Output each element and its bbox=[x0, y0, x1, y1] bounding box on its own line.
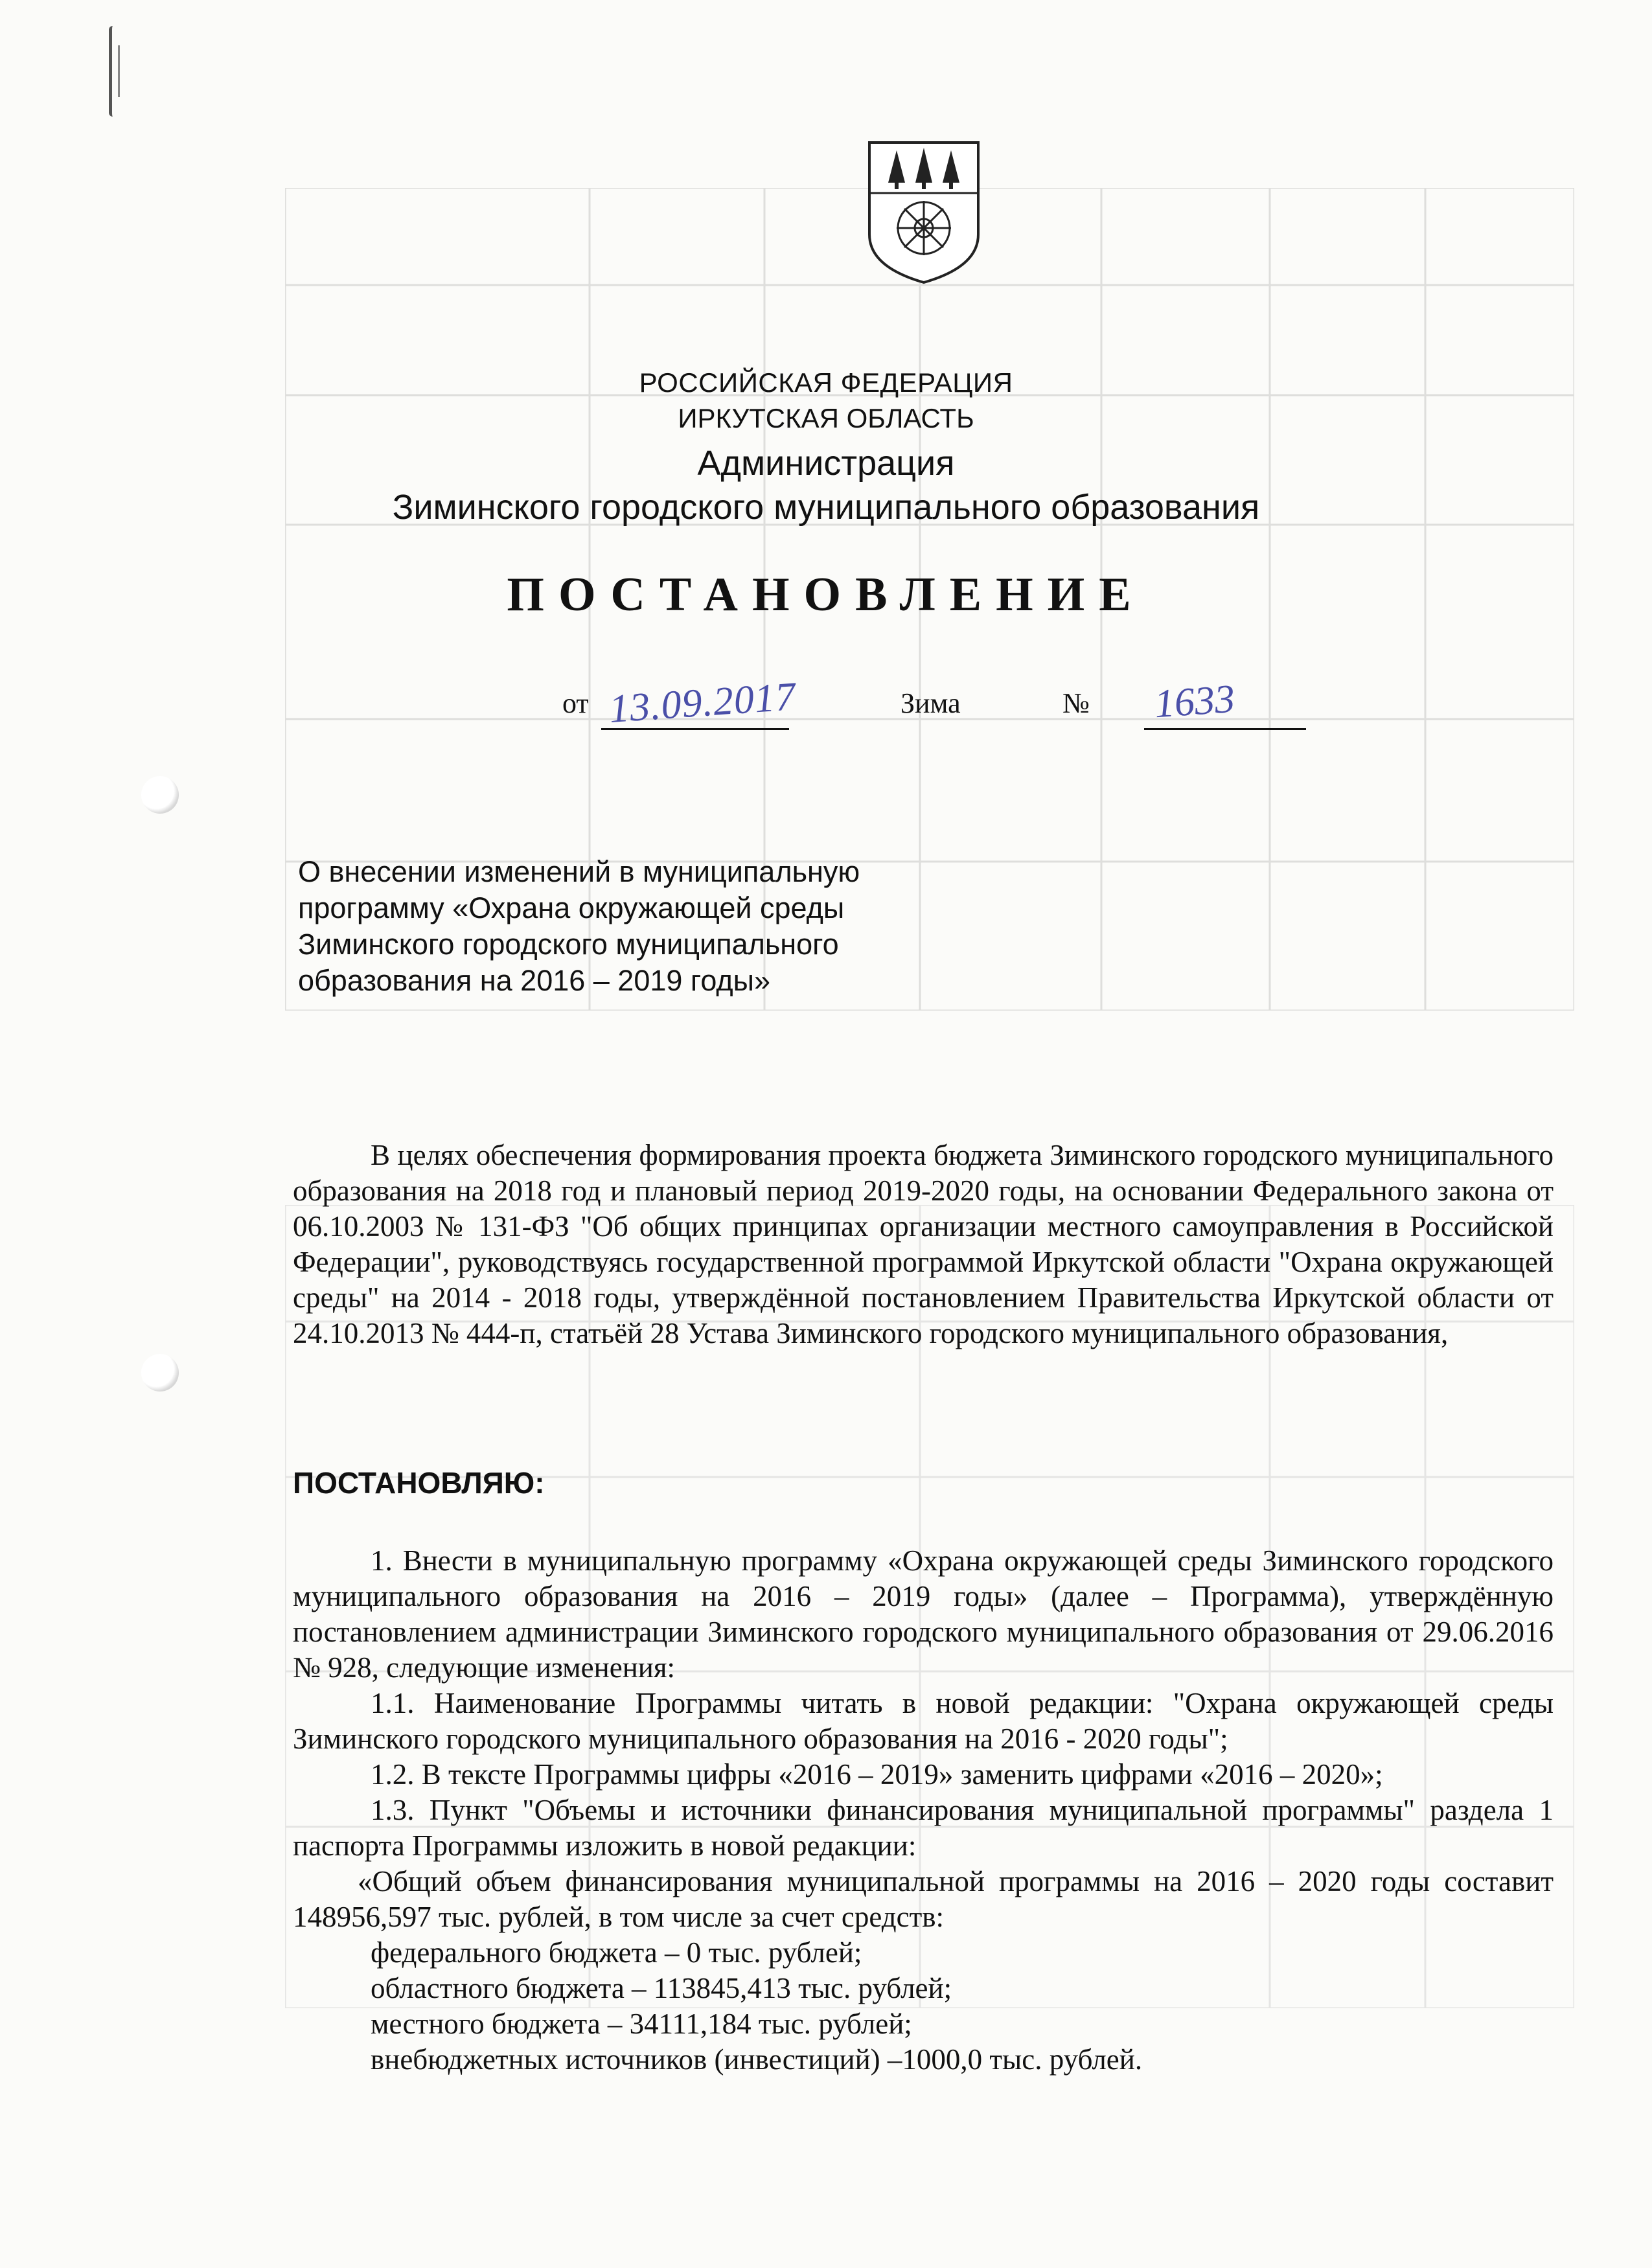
funding-extrabudgetary: внебюджетных источников (инвестиций) –1000,0 тыс. рублей. bbox=[371, 2043, 1143, 2076]
handwritten-number: 1633 bbox=[1153, 676, 1237, 727]
number-underline bbox=[1144, 728, 1306, 730]
funding-federal: федерального бюджета – 0 тыс. рублей; bbox=[371, 1936, 862, 1969]
punch-hole-upper bbox=[141, 776, 179, 814]
binding-mark-2 bbox=[118, 45, 124, 97]
header-municipality: Зиминского городского муниципального образования bbox=[392, 488, 1260, 527]
date-label: от bbox=[562, 687, 589, 719]
coat-of-arms-icon bbox=[866, 137, 982, 285]
header-region: ИРКУТСКАЯ ОБЛАСТЬ bbox=[678, 403, 974, 433]
number-label: № bbox=[1062, 687, 1090, 719]
binding-mark bbox=[109, 26, 119, 117]
funding-quote: «Общий объем финансирования муниципальной программы на 2016 – 2020 годы составит 148956,597 тыс. рублей, в том числе за счет средств: bbox=[293, 1865, 1554, 1933]
preamble-paragraph: В целях обеспечения формирования проекта бюджета Зиминского городского муниципального образования на 2018 год и плановый период 2019-2020 годы, на основании Федерального закона от 06.10.2003 № 131-ФЗ "Об общих принципах организации местного самоуправления в Российской Федерации", руководствуясь государственной программой Иркутской области "Охрана окружающей среды" на 2014 - 2018 годы, утверждённой постановлением Правительства Иркутской области от 24.10.2013 № 444-п, статьёй 28 Устава Зиминского городского муниципального образования, bbox=[293, 1139, 1554, 1349]
resolve-heading: ПОСТАНОВЛЯЮ: bbox=[293, 1466, 545, 1500]
city-name: Зима bbox=[901, 687, 961, 719]
item-1: 1. Внести в муниципальную программу «Охрана окружающей среды Зиминского городского муниципального образования на 2016 – 2019 годы» (далее – Программа), утверждённую постановлением администрации Зиминского городского муниципального образования от 29.06.2016 № 928, следующие изменения: bbox=[293, 1544, 1554, 1684]
header-administration: Администрация bbox=[697, 444, 955, 483]
funding-local: местного бюджета – 34111,184 тыс. рублей; bbox=[371, 2008, 912, 2040]
item-1-1: 1.1. Наименование Программы читать в новой редакции: "Охрана окружающей среды Зиминского городского муниципального образования на 2016 - 2020 годы"; bbox=[293, 1687, 1554, 1755]
header-country: РОССИЙСКАЯ ФЕДЕРАЦИЯ bbox=[639, 367, 1013, 398]
handwritten-date: 13.09.2017 bbox=[607, 674, 797, 731]
item-1-3: 1.3. Пункт "Объемы и источники финансирования муниципальной программы" раздела 1 паспорта Программы изложить в новой редакции: bbox=[293, 1794, 1554, 1862]
document-title: ПОСТАНОВЛЕНИЕ bbox=[507, 568, 1145, 621]
funding-regional: областного бюджета – 113845,413 тыс. рублей; bbox=[371, 1972, 952, 2004]
item-1-2: 1.2. В тексте Программы цифры «2016 – 2019» заменить цифрами «2016 – 2020»; bbox=[371, 1758, 1383, 1791]
punch-hole-lower bbox=[141, 1354, 179, 1392]
document-subject: О внесении изменений в муниципальную программу «Охрана окружающей среды Зиминского городского муниципального образования на 2016 – 2019 годы» bbox=[298, 855, 860, 997]
